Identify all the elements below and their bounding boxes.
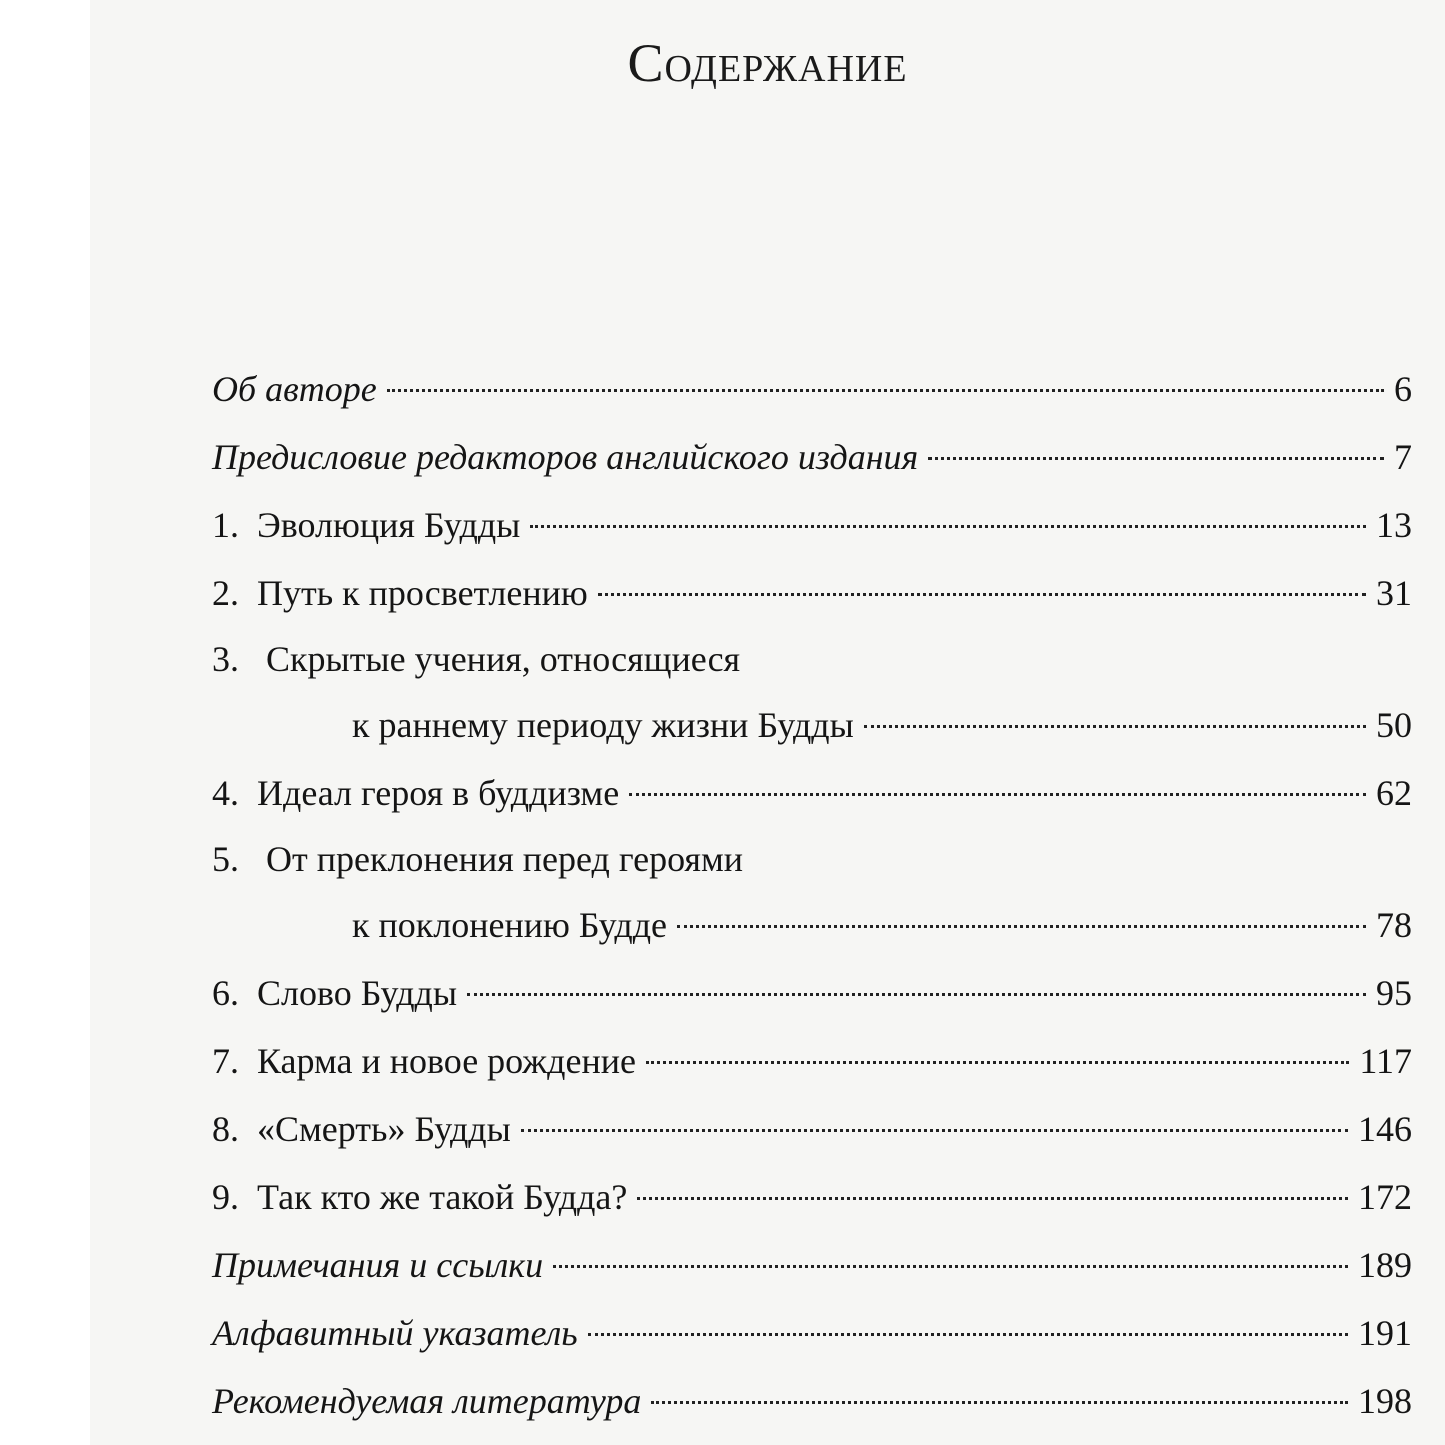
toc-entry-label-continued: к поклонению Будде: [352, 905, 667, 945]
toc-entry-label: Рекомендуемая литература: [212, 1381, 642, 1421]
dot-leader: [553, 1265, 1348, 1268]
toc-page-number: 50: [1376, 705, 1412, 745]
toc-entry-label-continued: к раннему периоду жизни Будды: [352, 705, 854, 745]
toc-entry-label: Идеал героя в буддизме: [257, 773, 620, 813]
toc-entry-chapter-5: [212, 827, 1412, 959]
toc-page-number: 191: [1358, 1313, 1412, 1353]
toc-page-number: 78: [1376, 905, 1412, 945]
toc-entry-label: Слово Будды: [257, 973, 458, 1013]
toc-entry-chapter-6: [212, 959, 1412, 1027]
toc-page-number: 146: [1358, 1109, 1412, 1149]
toc-entry-label: Путь к просветлению: [257, 573, 588, 613]
toc-page-number: 95: [1376, 973, 1412, 1013]
dot-leader: [387, 389, 1384, 392]
book-page: [90, 0, 1445, 1445]
toc-entry-label: Алфавитный указатель: [212, 1313, 578, 1353]
dot-leader: [677, 925, 1366, 928]
toc-entry-chapter-3: [212, 627, 1412, 759]
dot-leader: [629, 793, 1366, 796]
toc-page-number: 7: [1394, 437, 1412, 477]
toc-entry-label: Предисловие редакторов английского издания: [212, 437, 919, 477]
toc-entry-label: Об авторе: [212, 369, 377, 409]
toc-entry-recommended-reading: [212, 1367, 1412, 1435]
toc-entry-chapter-2: [212, 559, 1412, 627]
toc-entry-label: Скрытые учения, относящиеся: [266, 639, 741, 679]
toc-entry-label: Примечания и ссылки: [212, 1245, 544, 1285]
toc-entry-chapter-8: [212, 1095, 1412, 1163]
toc-entry-label: Так кто же такой Будда?: [257, 1177, 628, 1217]
toc-entry-index: [212, 1299, 1412, 1367]
dot-leader: [646, 1061, 1349, 1064]
dot-leader: [598, 593, 1366, 596]
toc-entry-chapter-7: [212, 1027, 1412, 1095]
toc-entry-chapter-9: [212, 1163, 1412, 1231]
chapter-number: 5.: [212, 839, 239, 879]
chapter-number: 9.: [212, 1177, 239, 1217]
dot-leader: [530, 525, 1366, 528]
chapter-number: 8.: [212, 1109, 239, 1149]
toc-entry-chapter-4: [212, 759, 1412, 827]
toc-entry-chapter-1: [212, 491, 1412, 559]
dot-leader: [588, 1333, 1348, 1336]
toc-entry-notes: [212, 1231, 1412, 1299]
chapter-number: 2.: [212, 573, 239, 613]
toc-page-number: 198: [1358, 1381, 1412, 1421]
chapter-number: 6.: [212, 973, 239, 1013]
toc-entry-about-author: [212, 355, 1412, 423]
dot-leader: [467, 993, 1366, 996]
toc-entry-preface: [212, 423, 1412, 491]
toc-entry-label: Эволюция Будды: [257, 505, 521, 545]
dot-leader: [651, 1401, 1348, 1404]
chapter-number: 1.: [212, 505, 239, 545]
toc-entry-label: «Смерть» Будды: [257, 1109, 511, 1149]
table-of-contents: [212, 355, 1412, 1435]
page-title: Содержание: [627, 33, 908, 93]
dot-leader: [928, 457, 1384, 460]
dot-leader: [864, 725, 1366, 728]
toc-page-number: 172: [1358, 1177, 1412, 1217]
dot-leader: [637, 1197, 1348, 1200]
toc-page-number: 189: [1358, 1245, 1412, 1285]
toc-entry-label: От преклонения перед героями: [266, 839, 744, 879]
toc-page-number: 6: [1394, 369, 1412, 409]
toc-page-number: 31: [1376, 573, 1412, 613]
chapter-number: 7.: [212, 1041, 239, 1081]
toc-entry-label: Карма и новое рождение: [257, 1041, 636, 1081]
toc-page-number: 62: [1376, 773, 1412, 813]
dot-leader: [521, 1129, 1348, 1132]
chapter-number: 3.: [212, 639, 239, 679]
toc-page-number: 13: [1376, 505, 1412, 545]
chapter-number: 4.: [212, 773, 239, 813]
toc-page-number: 117: [1359, 1041, 1412, 1081]
